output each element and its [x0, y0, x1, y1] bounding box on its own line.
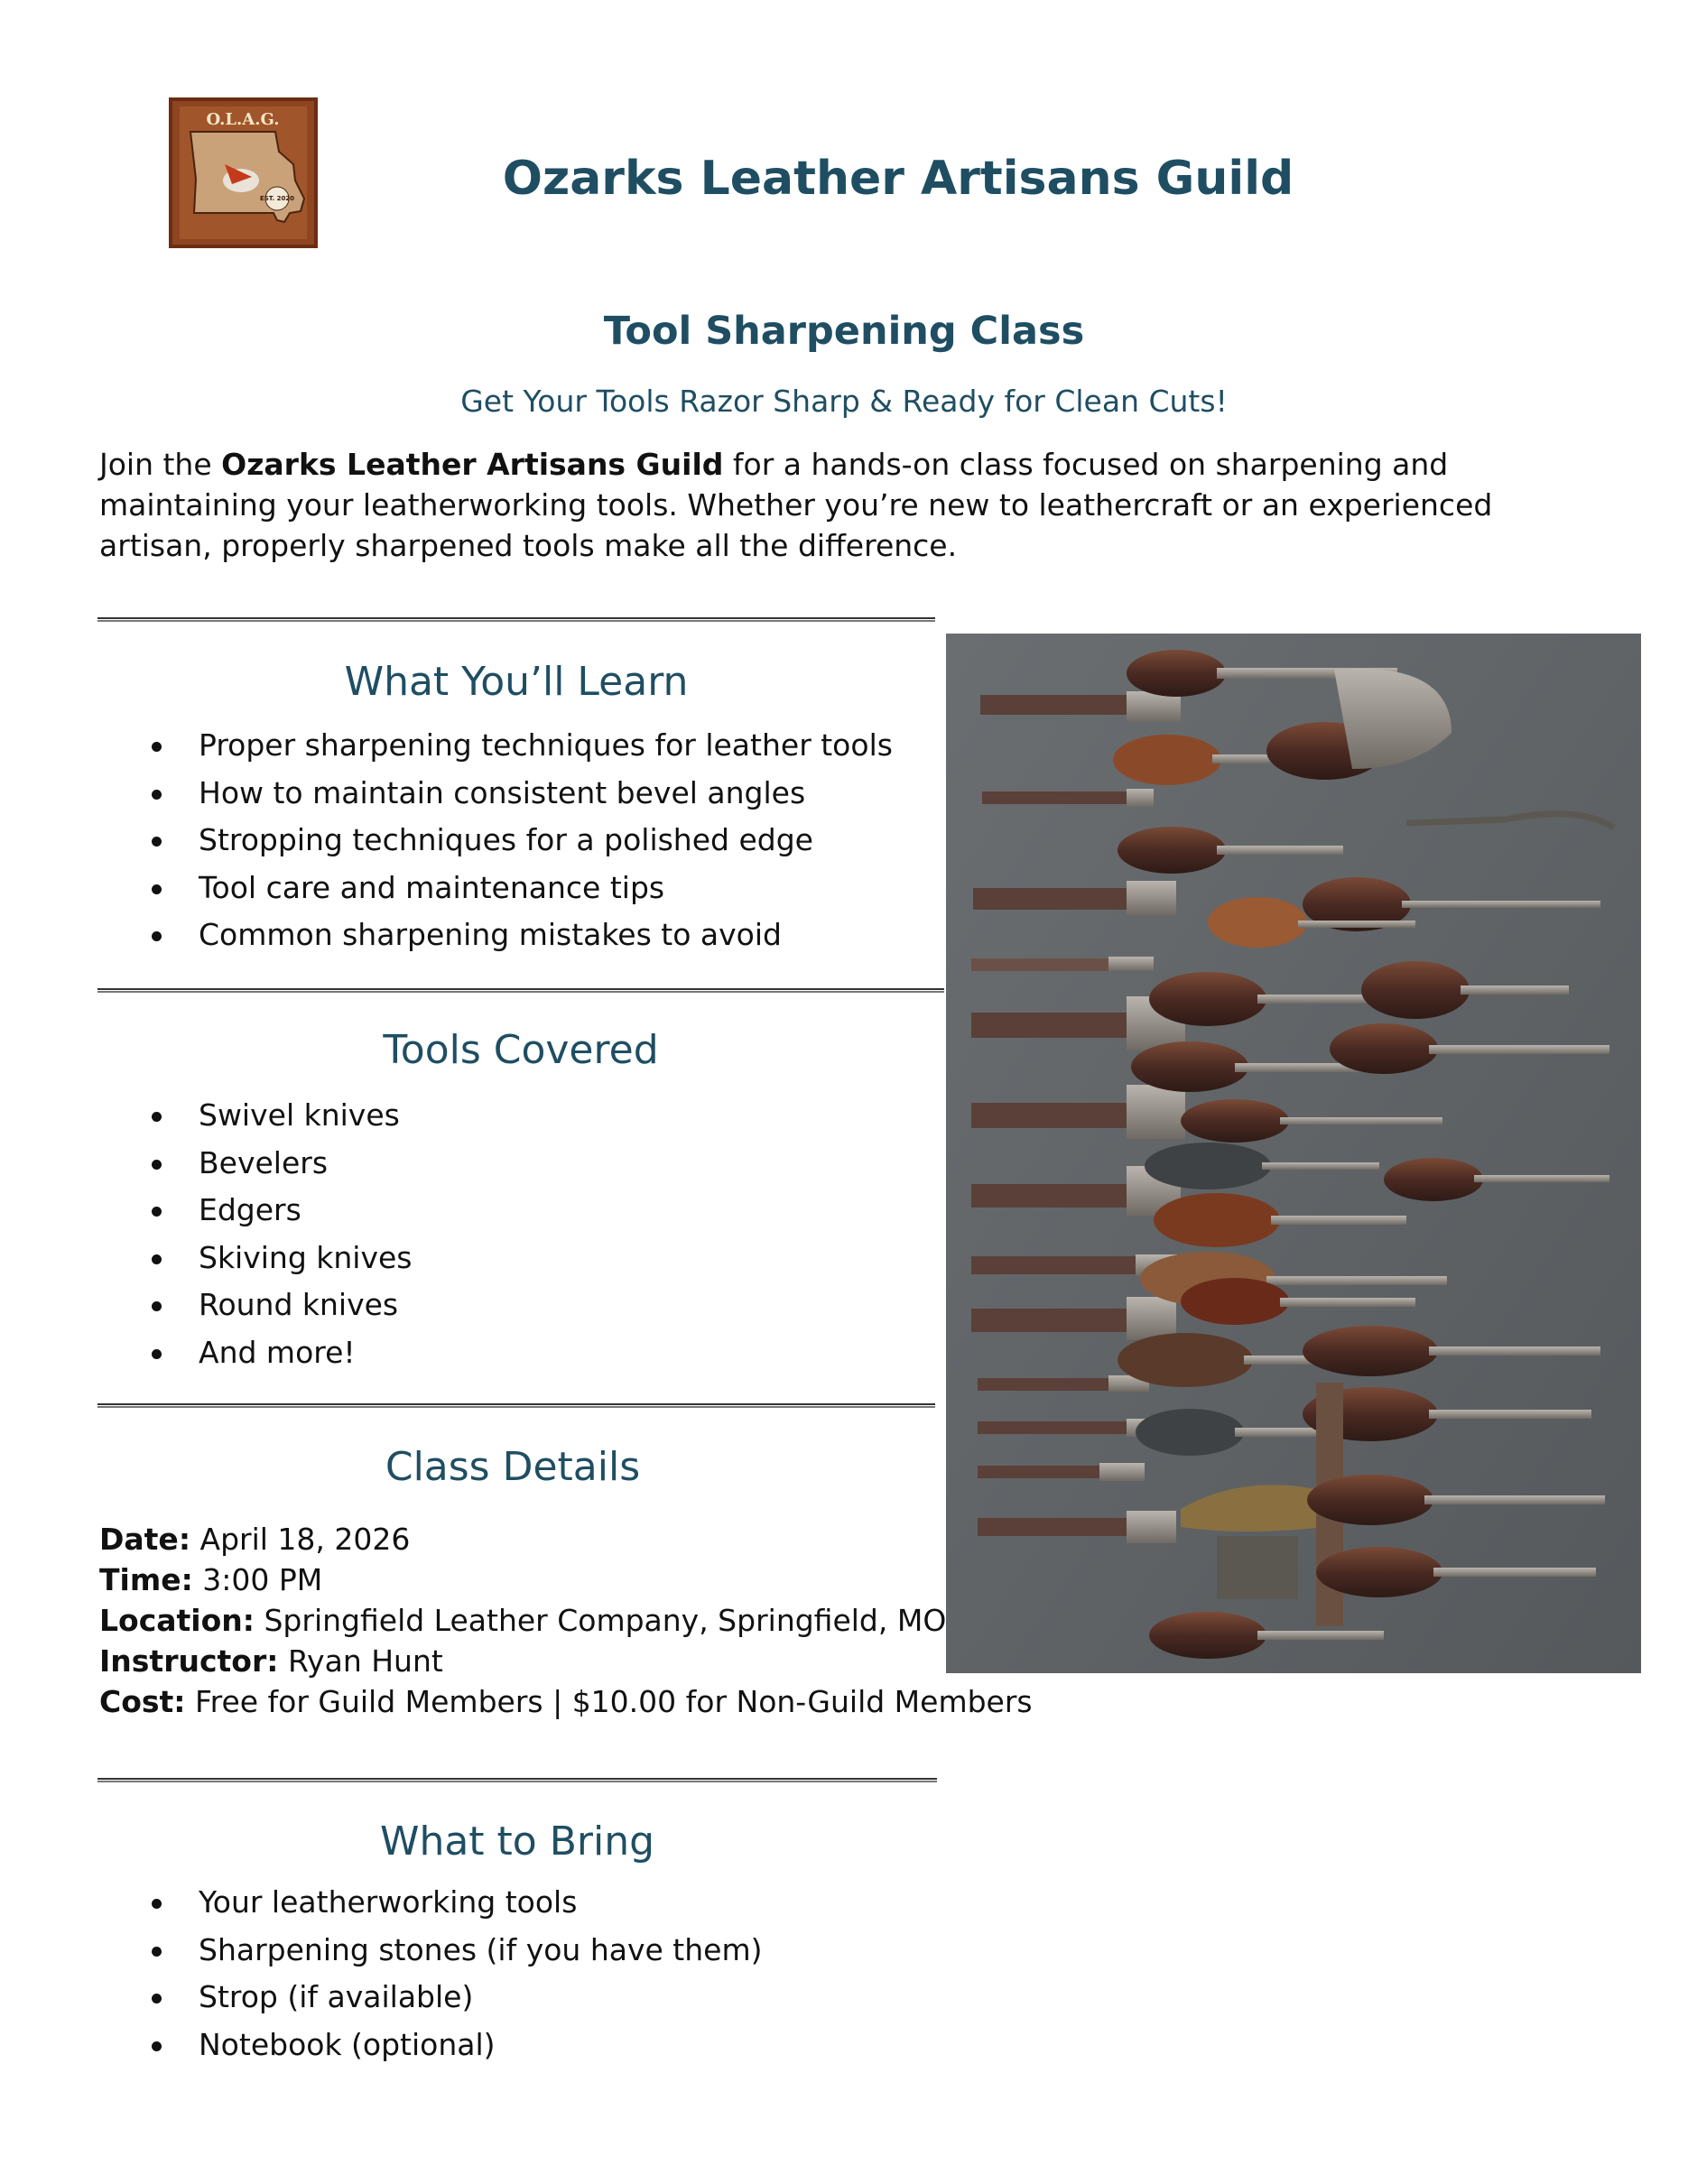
section-divider — [97, 988, 944, 993]
detail-label: Time: — [99, 1562, 193, 1597]
class-title: Tool Sharpening Class — [603, 309, 1085, 354]
list-item — [144, 1927, 762, 1975]
list-item-text: Notebook (optional) — [199, 2026, 496, 2062]
list-item — [144, 1092, 413, 1140]
learn-list — [144, 722, 893, 959]
list-item — [144, 1282, 413, 1329]
bullet-icon — [152, 1349, 162, 1359]
detail-label: Instructor: — [99, 1643, 279, 1679]
bullet-icon — [152, 790, 162, 800]
learn-heading: What You’ll Learn — [344, 659, 689, 705]
list-item-text: Edgers — [199, 1192, 301, 1227]
list-item-text: Your leatherworking tools — [199, 1884, 578, 1920]
bring-heading: What to Bring — [379, 1818, 655, 1865]
list-item-text: Strop (if available) — [199, 1979, 474, 2014]
class-details — [99, 1519, 1092, 1722]
list-item-text: Tool care and maintenance tips — [199, 869, 665, 905]
list-item — [144, 722, 893, 770]
list-item-text: Round knives — [199, 1287, 399, 1322]
list-item-text: Proper sharpening techniques for leather tools — [199, 727, 893, 763]
list-item — [144, 817, 893, 865]
bullet-icon — [152, 2041, 162, 2051]
bullet-icon — [152, 1112, 162, 1122]
bullet-icon — [152, 1994, 162, 2004]
list-item — [144, 912, 893, 959]
class-tagline: Get Your Tools Razor Sharp & Ready for Clean Cuts! — [460, 384, 1228, 419]
list-item-text: Skiving knives — [199, 1239, 413, 1275]
tools-photo — [946, 634, 1641, 1673]
bullet-icon — [152, 1160, 162, 1170]
list-item-text: Sharpening stones (if you have them) — [199, 1931, 763, 1967]
intro-prefix: Join the — [99, 447, 222, 482]
bring-list — [144, 1879, 762, 2068]
detail-label: Cost: — [99, 1684, 186, 1719]
bullet-icon — [152, 884, 162, 894]
list-item — [144, 1329, 413, 1377]
list-item — [144, 1879, 762, 1927]
list-item — [144, 2022, 762, 2069]
list-item — [144, 1187, 413, 1235]
list-item-text: Common sharpening mistakes to avoid — [199, 917, 782, 952]
bullet-icon — [152, 742, 162, 752]
org-title: Ozarks Leather Artisans Guild — [502, 152, 1294, 206]
bullet-icon — [152, 1947, 162, 1957]
bullet-icon — [152, 1899, 162, 1909]
list-item-text: Stropping techniques for a polished edge — [199, 822, 813, 857]
list-item — [144, 770, 893, 818]
details-heading: Class Details — [385, 1444, 641, 1490]
bullet-icon — [152, 1301, 162, 1311]
detail-time — [99, 1559, 1092, 1600]
detail-value: Ryan Hunt — [287, 1643, 443, 1679]
list-item — [144, 1974, 762, 2022]
detail-label: Location: — [99, 1603, 255, 1638]
list-item-text: Bevelers — [199, 1144, 329, 1180]
bullet-icon — [152, 931, 162, 941]
detail-label: Date: — [99, 1522, 191, 1557]
list-item-text: How to maintain consistent bevel angles — [199, 774, 806, 810]
list-item — [144, 1140, 413, 1188]
section-divider — [97, 1778, 937, 1782]
intro-suffix: for a hands-on class focused on sharpening and maintaining your leatherworking tools. Whether you’re new to leathercraft or an experienced artisan, properly sharpened tools make all the difference. — [99, 447, 1493, 563]
list-item-text: Swivel knives — [199, 1097, 400, 1133]
section-divider — [97, 617, 935, 622]
logo-text: O.L.A.G. — [206, 110, 280, 129]
section-divider — [97, 1403, 935, 1408]
detail-value: 3:00 PM — [202, 1562, 323, 1597]
list-item — [144, 865, 893, 912]
bullet-icon — [152, 1254, 162, 1264]
list-item-text: And more! — [199, 1334, 356, 1370]
intro-guild-name: Ozarks Leather Artisans Guild — [221, 447, 724, 482]
bullet-icon — [152, 1207, 162, 1217]
detail-cost — [99, 1681, 1092, 1722]
logo-badge: EST. 2020 — [259, 195, 295, 202]
list-item — [144, 1235, 413, 1282]
detail-value: April 18, 2026 — [199, 1522, 411, 1557]
detail-date — [99, 1519, 1092, 1559]
bullet-icon — [152, 837, 162, 847]
detail-value: Springfield Leather Company, Springfield, MO — [264, 1603, 947, 1638]
tools-list — [144, 1092, 413, 1376]
tools-heading: Tools Covered — [383, 1027, 659, 1073]
detail-value: Free for Guild Members | $10.00 for Non-Guild Members — [195, 1684, 1033, 1719]
intro-paragraph — [99, 444, 1589, 566]
detail-instructor — [99, 1641, 1092, 1681]
detail-location — [99, 1600, 1092, 1641]
